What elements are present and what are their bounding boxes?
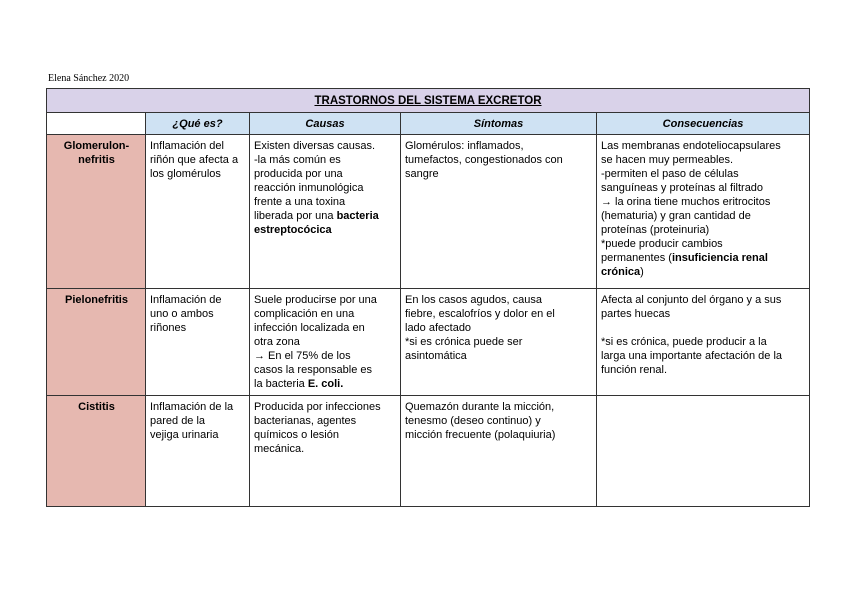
row-label-glomerulonefritis: Glomerulon- nefritis [47, 135, 146, 289]
cell-que-es: Inflamación del riñón que afecta a los glomérulos [146, 135, 250, 289]
table-row [47, 135, 810, 289]
cell-sintomas: En los casos agudos, causa fiebre, escalofríos y dolor en el lado afectado *si es crónica puede ser asintomática [401, 289, 597, 396]
cell-sintomas: Glomérulos: inflamados, tumefactos, congestionados con sangre [401, 135, 597, 289]
disorders-table [46, 88, 810, 507]
cell-que-es: Inflamación de la pared de la vejiga urinaria [146, 396, 250, 507]
table-title: TRASTORNOS DEL SISTEMA EXCRETOR [47, 89, 810, 113]
column-header-consecuencias: Consecuencias [597, 113, 810, 135]
cell-causas: Suele producirse por una complicación en una infección localizada en otra zona → En el 75% de los casos la responsable es la bacteria E. coli. [250, 289, 401, 396]
table-row [47, 396, 810, 507]
cell-que-es: Inflamación de uno o ambos riñones [146, 289, 250, 396]
column-header-causas: Causas [250, 113, 401, 135]
column-header-que-es: ¿Qué es? [146, 113, 250, 135]
row-label-cistitis: Cistitis [47, 396, 146, 507]
cell-causas: Producida por infecciones bacterianas, agentes químicos o lesión mecánica. [250, 396, 401, 507]
row-label-pielonefritis: Pielonefritis [47, 289, 146, 396]
header-empty-cell [47, 113, 146, 135]
cell-sintomas: Quemazón durante la micción, tenesmo (deseo continuo) y micción frecuente (polaquiuria) [401, 396, 597, 507]
cell-consecuencias: Afecta al conjunto del órgano y a sus partes huecas *si es crónica, puede producir a la larga una importante afectación de la función renal. [597, 289, 810, 396]
cell-causas: Existen diversas causas. -la más común es producida por una reacción inmunológica frente a una toxina liberada por una bacteria estreptocócica [250, 135, 401, 289]
cell-consecuencias [597, 396, 810, 507]
cell-consecuencias: Las membranas endoteliocapsulares se hacen muy permeables. -permiten el paso de células sanguíneas y proteínas al filtrado → la orina tiene muchos eritrocitos (hematuria) y gran cantidad de proteínas (proteinuria) *puede producir cambios permanentes (insuficiencia renal crónica) [597, 135, 810, 289]
column-header-sintomas: Síntomas [401, 113, 597, 135]
author-label: Elena Sánchez 2020 [48, 73, 130, 84]
table-row [47, 289, 810, 396]
